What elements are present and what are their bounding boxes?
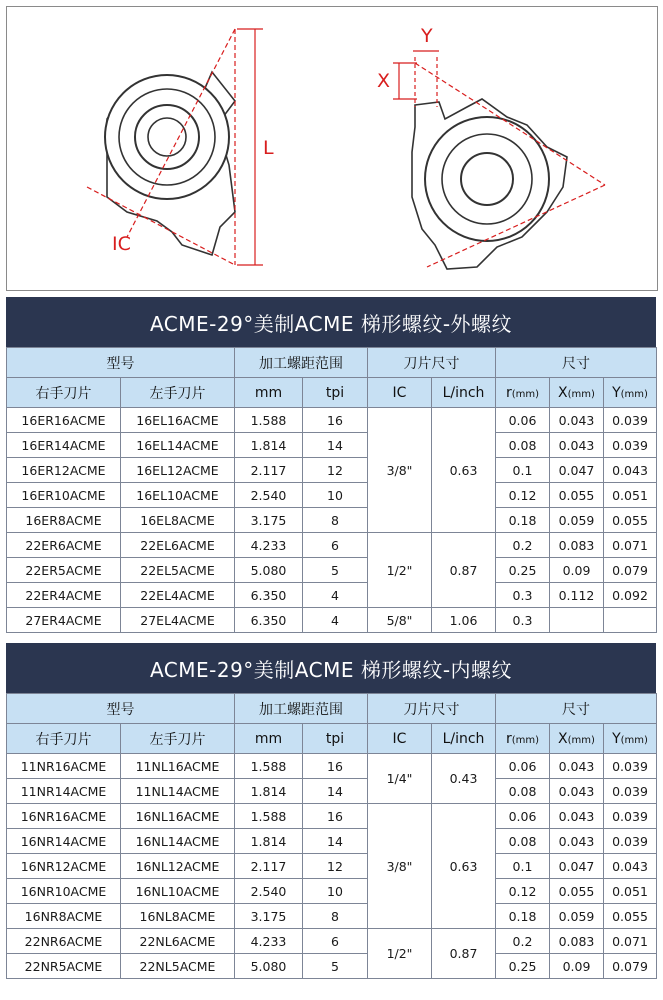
dimension-label-ic: IC	[112, 233, 131, 255]
cell-left: 22EL6ACME	[121, 533, 235, 558]
external-thread-title: ACME-29°美制ACME 梯形螺纹-外螺纹	[6, 297, 656, 347]
cell-x: 0.059	[550, 508, 604, 533]
cell-x: 0.083	[550, 533, 604, 558]
table-row	[7, 533, 657, 558]
internal-thread-table	[6, 693, 657, 979]
cell-tpi: 16	[303, 754, 368, 779]
cell-left: 22NL6ACME	[121, 929, 235, 954]
header-x: X(mm)	[550, 724, 604, 754]
cell-right: 11NR16ACME	[7, 754, 121, 779]
cell-ic: 1/2"	[368, 533, 432, 608]
cell-left: 16EL16ACME	[121, 408, 235, 433]
cell-mm: 2.117	[235, 458, 303, 483]
cell-tpi: 8	[303, 508, 368, 533]
cell-r: 0.25	[496, 954, 550, 979]
cell-left: 22EL4ACME	[121, 583, 235, 608]
table-row	[7, 804, 657, 829]
header-dims: 尺寸	[496, 348, 657, 378]
table-row	[7, 829, 657, 854]
cell-right: 16ER10ACME	[7, 483, 121, 508]
cell-y: 0.039	[604, 754, 657, 779]
cell-r: 0.06	[496, 804, 550, 829]
cell-y: 0.039	[604, 779, 657, 804]
cell-right: 22NR5ACME	[7, 954, 121, 979]
table-row	[7, 879, 657, 904]
cell-r: 0.1	[496, 458, 550, 483]
external-insert-drawing	[105, 72, 235, 255]
cell-tpi: 5	[303, 954, 368, 979]
cell-x: 0.059	[550, 904, 604, 929]
internal-insert-drawing	[412, 99, 567, 269]
cell-right: 16ER12ACME	[7, 458, 121, 483]
cell-mm: 4.233	[235, 929, 303, 954]
cell-tpi: 6	[303, 533, 368, 558]
cell-mm: 5.080	[235, 954, 303, 979]
cell-x: 0.043	[550, 754, 604, 779]
cell-y: 0.039	[604, 804, 657, 829]
cell-y: 0.079	[604, 954, 657, 979]
dimension-label-l: L	[263, 137, 274, 159]
header-r: r(mm)	[496, 724, 550, 754]
header-ic: IC	[368, 724, 432, 754]
cell-r: 0.25	[496, 558, 550, 583]
header-right-hand: 右手刀片	[7, 724, 121, 754]
cell-left: 16NL12ACME	[121, 854, 235, 879]
header-mm: mm	[235, 724, 303, 754]
cell-mm: 6.350	[235, 583, 303, 608]
cell-l: 1.06	[432, 608, 496, 633]
header-right-hand: 右手刀片	[7, 378, 121, 408]
cell-mm: 4.233	[235, 533, 303, 558]
header-pitch-range: 加工螺距范围	[235, 694, 368, 724]
internal-thread-section	[6, 643, 656, 979]
cell-tpi: 5	[303, 558, 368, 583]
header-insert-size: 刀片尺寸	[368, 348, 496, 378]
cell-y: 0.051	[604, 483, 657, 508]
cell-right: 22ER6ACME	[7, 533, 121, 558]
cell-tpi: 10	[303, 483, 368, 508]
cell-right: 16ER14ACME	[7, 433, 121, 458]
header-x: X(mm)	[550, 378, 604, 408]
cell-ic: 3/8"	[368, 804, 432, 929]
cell-x: 0.043	[550, 408, 604, 433]
cell-left: 16EL12ACME	[121, 458, 235, 483]
cell-l: 0.43	[432, 754, 496, 804]
cell-tpi: 14	[303, 433, 368, 458]
header-l-inch: L/inch	[432, 378, 496, 408]
cell-mm: 3.175	[235, 508, 303, 533]
cell-x: 0.043	[550, 829, 604, 854]
cell-x: 0.043	[550, 779, 604, 804]
table-row	[7, 954, 657, 979]
header-r: r(mm)	[496, 378, 550, 408]
cell-right: 22ER4ACME	[7, 583, 121, 608]
cell-mm: 5.080	[235, 558, 303, 583]
cell-mm: 1.814	[235, 433, 303, 458]
cell-x: 0.09	[550, 954, 604, 979]
cell-y: 0.039	[604, 433, 657, 458]
cell-left: 11NL14ACME	[121, 779, 235, 804]
cell-r: 0.18	[496, 508, 550, 533]
cell-left: 16NL10ACME	[121, 879, 235, 904]
table-row	[7, 483, 657, 508]
cell-y: 0.043	[604, 854, 657, 879]
table-row	[7, 929, 657, 954]
insert-diagram	[6, 6, 658, 291]
cell-mm: 3.175	[235, 904, 303, 929]
cell-x: 0.043	[550, 804, 604, 829]
cell-right: 22ER5ACME	[7, 558, 121, 583]
cell-tpi: 16	[303, 804, 368, 829]
table-row	[7, 458, 657, 483]
cell-y: 0.092	[604, 583, 657, 608]
table-row	[7, 904, 657, 929]
cell-right: 16ER8ACME	[7, 508, 121, 533]
cell-right: 11NR14ACME	[7, 779, 121, 804]
header-tpi: tpi	[303, 724, 368, 754]
cell-ic: 5/8"	[368, 608, 432, 633]
header-model: 型号	[7, 694, 235, 724]
cell-y: 0.055	[604, 508, 657, 533]
cell-x: 0.083	[550, 929, 604, 954]
cell-mm: 1.814	[235, 779, 303, 804]
cell-mm: 1.588	[235, 804, 303, 829]
cell-x: 0.043	[550, 433, 604, 458]
cell-left: 27EL4ACME	[121, 608, 235, 633]
cell-y: 0.039	[604, 829, 657, 854]
cell-right: 16NR14ACME	[7, 829, 121, 854]
cell-left: 22NL5ACME	[121, 954, 235, 979]
cell-y: 0.071	[604, 533, 657, 558]
cell-x: 0.112	[550, 583, 604, 608]
cell-r: 0.08	[496, 433, 550, 458]
cell-l: 0.63	[432, 408, 496, 533]
dimension-label-x: X	[377, 70, 391, 92]
header-pitch-range: 加工螺距范围	[235, 348, 368, 378]
header-dims: 尺寸	[496, 694, 657, 724]
cell-right: 16NR10ACME	[7, 879, 121, 904]
header-left-hand: 左手刀片	[121, 724, 235, 754]
cell-x: 0.047	[550, 458, 604, 483]
cell-y: 0.039	[604, 408, 657, 433]
cell-tpi: 10	[303, 879, 368, 904]
cell-tpi: 8	[303, 904, 368, 929]
cell-tpi: 4	[303, 608, 368, 633]
cell-mm: 6.350	[235, 608, 303, 633]
header-l-inch: L/inch	[432, 724, 496, 754]
cell-r: 0.12	[496, 483, 550, 508]
cell-left: 16NL14ACME	[121, 829, 235, 854]
cell-mm: 2.117	[235, 854, 303, 879]
cell-mm: 1.588	[235, 754, 303, 779]
cell-x: 0.09	[550, 558, 604, 583]
cell-right: 16ER16ACME	[7, 408, 121, 433]
cell-ic: 1/4"	[368, 754, 432, 804]
table-row	[7, 558, 657, 583]
cell-x	[550, 608, 604, 633]
header-insert-size: 刀片尺寸	[368, 694, 496, 724]
cell-y	[604, 608, 657, 633]
cell-left: 16EL10ACME	[121, 483, 235, 508]
cell-left: 22EL5ACME	[121, 558, 235, 583]
table-row	[7, 583, 657, 608]
table-row	[7, 854, 657, 879]
header-y: Y(mm)	[604, 724, 657, 754]
cell-left: 16EL8ACME	[121, 508, 235, 533]
cell-r: 0.2	[496, 929, 550, 954]
header-y: Y(mm)	[604, 378, 657, 408]
cell-left: 16NL16ACME	[121, 804, 235, 829]
cell-tpi: 12	[303, 458, 368, 483]
header-model: 型号	[7, 348, 235, 378]
table-row	[7, 433, 657, 458]
cell-x: 0.055	[550, 879, 604, 904]
cell-right: 22NR6ACME	[7, 929, 121, 954]
cell-l: 0.63	[432, 804, 496, 929]
cell-x: 0.047	[550, 854, 604, 879]
cell-r: 0.3	[496, 608, 550, 633]
header-left-hand: 左手刀片	[121, 378, 235, 408]
header-ic: IC	[368, 378, 432, 408]
cell-y: 0.079	[604, 558, 657, 583]
dimension-label-y: Y	[421, 25, 433, 47]
cell-r: 0.2	[496, 533, 550, 558]
cell-y: 0.055	[604, 904, 657, 929]
cell-left: 11NL16ACME	[121, 754, 235, 779]
cell-mm: 2.540	[235, 483, 303, 508]
cell-y: 0.051	[604, 879, 657, 904]
external-thread-section	[6, 297, 656, 633]
table-row	[7, 779, 657, 804]
cell-mm: 2.540	[235, 879, 303, 904]
insert-drawings	[7, 7, 657, 290]
cell-r: 0.06	[496, 754, 550, 779]
cell-ic: 1/2"	[368, 929, 432, 979]
cell-r: 0.3	[496, 583, 550, 608]
cell-r: 0.12	[496, 879, 550, 904]
cell-r: 0.08	[496, 779, 550, 804]
cell-tpi: 6	[303, 929, 368, 954]
cell-l: 0.87	[432, 929, 496, 979]
cell-right: 16NR8ACME	[7, 904, 121, 929]
header-tpi: tpi	[303, 378, 368, 408]
table-row	[7, 608, 657, 633]
cell-tpi: 16	[303, 408, 368, 433]
cell-right: 27ER4ACME	[7, 608, 121, 633]
cell-y: 0.043	[604, 458, 657, 483]
cell-tpi: 14	[303, 779, 368, 804]
cell-tpi: 14	[303, 829, 368, 854]
cell-mm: 1.814	[235, 829, 303, 854]
cell-r: 0.08	[496, 829, 550, 854]
cell-left: 16NL8ACME	[121, 904, 235, 929]
cell-left: 16EL14ACME	[121, 433, 235, 458]
internal-thread-title: ACME-29°美制ACME 梯形螺纹-内螺纹	[6, 643, 656, 693]
table-row	[7, 508, 657, 533]
cell-right: 16NR16ACME	[7, 804, 121, 829]
cell-r: 0.06	[496, 408, 550, 433]
cell-tpi: 4	[303, 583, 368, 608]
cell-mm: 1.588	[235, 408, 303, 433]
cell-r: 0.1	[496, 854, 550, 879]
table-row	[7, 408, 657, 433]
table-row	[7, 754, 657, 779]
cell-r: 0.18	[496, 904, 550, 929]
cell-y: 0.071	[604, 929, 657, 954]
external-thread-table	[6, 347, 657, 633]
cell-x: 0.055	[550, 483, 604, 508]
header-mm: mm	[235, 378, 303, 408]
cell-right: 16NR12ACME	[7, 854, 121, 879]
cell-tpi: 12	[303, 854, 368, 879]
cell-l: 0.87	[432, 533, 496, 608]
cell-ic: 3/8"	[368, 408, 432, 533]
